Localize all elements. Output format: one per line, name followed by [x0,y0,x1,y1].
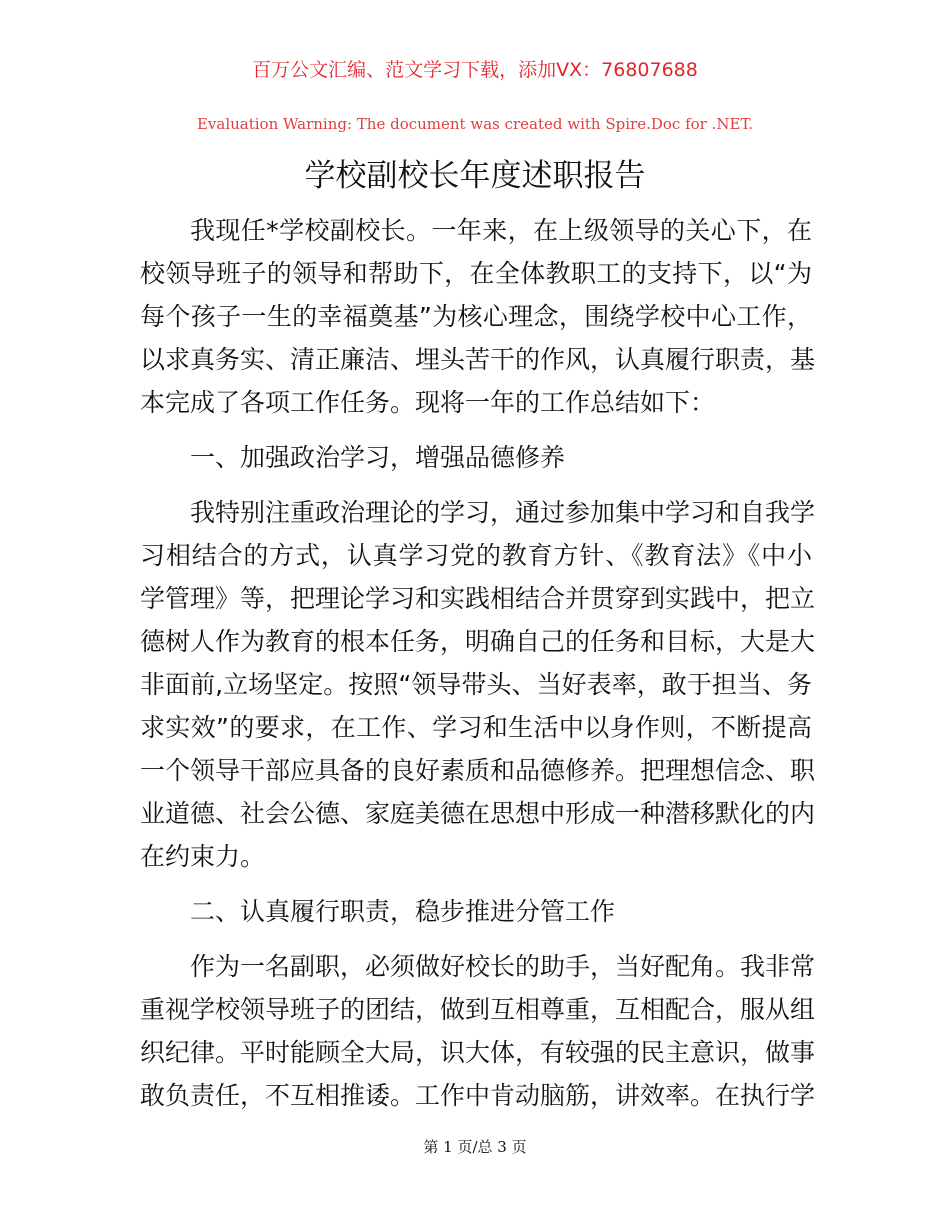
page-footer: 第 1 页/总 3 页 [423,1138,527,1156]
paragraph [140,945,816,1117]
text-line: 非面前,立场坚定。按照“领导带头、当好表率，敢于担当、务 [140,670,812,699]
text-line: 在约束力。 [140,842,266,871]
paragraph [140,491,816,878]
evaluation-warning: Evaluation Warning: The document was created with Spire.Doc for .NET. [196,115,754,133]
text-line: 业道德、社会公德、家庭美德在思想中形成一种潜移默化的内 [140,799,816,828]
paragraph [140,209,816,424]
text-line: 作为一名副职，必须做好校长的助手，当好配角。我非常 [190,952,816,981]
text-line: 一、加强政治学习，增强品德修养 [190,443,566,472]
text-line: 习相结合的方式，认真学习党的教育方针、《教育法》《中小 [140,541,812,570]
text-line: 我特别注重政治理论的学习，通过参加集中学习和自我学 [190,498,816,527]
text-line: 本完成了各项工作任务。现将一年的工作总结如下： [140,388,716,417]
section-heading [140,890,812,933]
text-line: 一个领导干部应具备的良好素质和品德修养。把理想信念、职 [140,756,816,785]
download-banner: 百万公文汇编、范文学习下载，添加VX：76807688 [252,59,698,81]
text-line: 每个孩子一生的幸福奠基”为核心理念，围绕学校中心工作， [140,302,812,331]
text-line: 学管理》等，把理论学习和实践相结合并贯穿到实践中，把立 [140,584,816,613]
text-line: 重视学校领导班子的团结，做到互相尊重，互相配合，服从组 [140,995,816,1024]
text-line: 二、认真履行职责，稳步推进分管工作 [190,897,616,926]
document-title: 学校副校长年度述职报告 [304,158,646,194]
text-line: 我现任*学校副校长。一年来，在上级领导的关心下，在 [190,216,812,245]
text-line: 德树人作为教育的根本任务，明确自己的任务和目标，大是大 [140,627,816,656]
text-line: 求实效”的要求，在工作、学习和生活中以身作则，不断提高 [140,713,812,742]
text-line: 校领导班子的领导和帮助下，在全体教职工的支持下，以“为 [140,259,812,288]
text-line: 以求真务实、清正廉洁、埋头苦干的作风，认真履行职责，基 [140,345,816,374]
text-line: 织纪律。平时能顾全大局，识大体，有较强的民主意识，做事 [140,1038,816,1067]
document-body [140,209,816,1129]
section-heading [140,436,812,479]
text-line: 敢负责任，不互相推诿。工作中肯动脑筋，讲效率。在执行学 [140,1081,816,1110]
